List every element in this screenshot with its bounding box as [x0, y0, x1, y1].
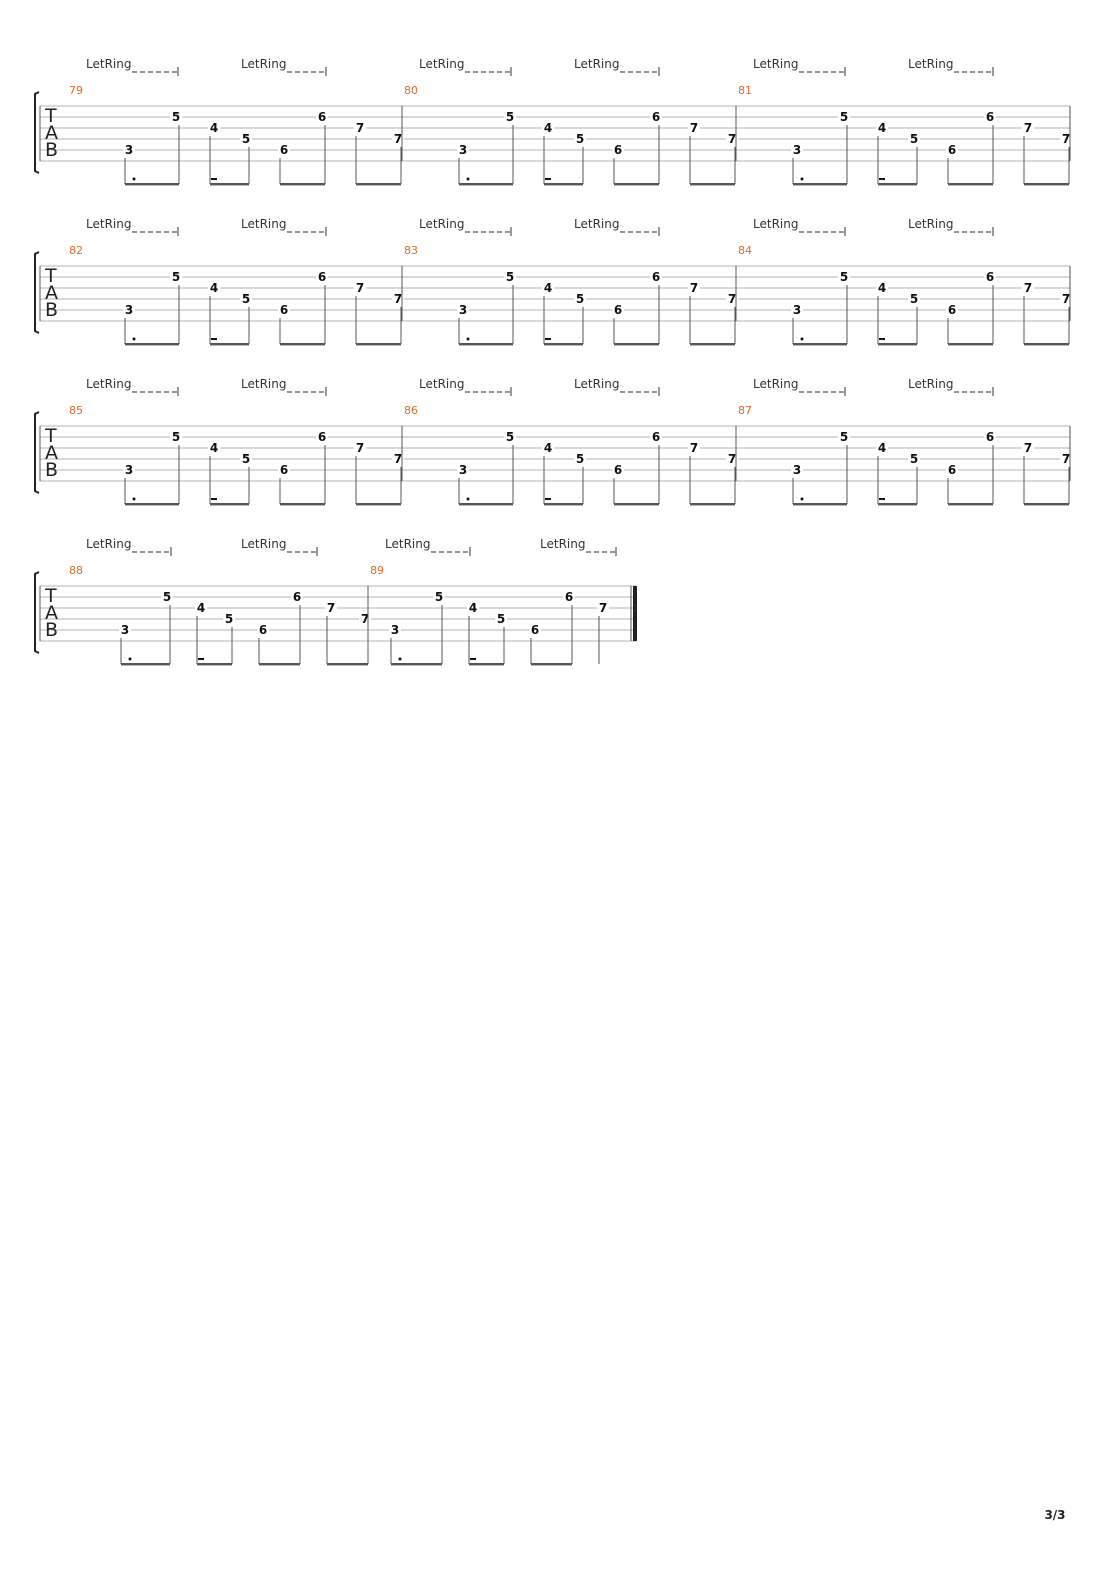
- let-ring-label: LetRing: [241, 537, 287, 551]
- beam: [878, 183, 917, 185]
- let-ring-label: LetRing: [86, 57, 132, 71]
- let-ring-label: LetRing: [385, 537, 431, 551]
- beam: [1024, 503, 1069, 505]
- system-bracket: [35, 572, 39, 653]
- beam: [391, 663, 442, 665]
- fret-number: 6: [317, 430, 327, 444]
- beam: [793, 183, 847, 185]
- tab-clef-letter: A: [45, 602, 58, 624]
- system-bracket: [35, 412, 39, 493]
- fret-number: 5: [505, 430, 515, 444]
- fret-number: 7: [1023, 281, 1033, 295]
- measure-number: 87: [738, 404, 752, 417]
- fret-number: 3: [458, 463, 468, 477]
- fret-number: 5: [434, 590, 444, 604]
- beam: [125, 183, 179, 185]
- rest-mark: [545, 178, 551, 180]
- fret-number: 5: [241, 452, 251, 466]
- fret-number: 5: [575, 292, 585, 306]
- fret-number: 4: [543, 441, 553, 455]
- let-ring-label: LetRing: [574, 57, 620, 71]
- fret-number: 7: [689, 441, 699, 455]
- beam: [544, 343, 583, 345]
- fret-number: 4: [877, 121, 887, 135]
- tab-clef-letter: A: [45, 122, 58, 144]
- let-ring-label: LetRing: [574, 377, 620, 391]
- let-ring-label: LetRing: [86, 537, 132, 551]
- rest-mark: [211, 338, 217, 340]
- beam: [531, 663, 572, 665]
- let-ring-label: LetRing: [241, 377, 287, 391]
- beam: [197, 663, 232, 665]
- fret-number: 3: [458, 143, 468, 157]
- beam: [280, 183, 325, 185]
- fret-number: 6: [613, 303, 623, 317]
- fret-number: 5: [171, 110, 181, 124]
- rest-mark: [211, 498, 217, 500]
- fret-number: 4: [877, 441, 887, 455]
- beam: [690, 183, 735, 185]
- fret-number: 7: [326, 601, 336, 615]
- fret-number: 7: [355, 121, 365, 135]
- fret-number: 6: [947, 463, 957, 477]
- beam: [544, 183, 583, 185]
- beam: [690, 343, 735, 345]
- tab-clef-letter: T: [45, 425, 57, 447]
- beam: [948, 503, 993, 505]
- tab-clef-letter: A: [45, 282, 58, 304]
- fret-number: 7: [1061, 292, 1071, 306]
- fret-number: 7: [355, 281, 365, 295]
- tab-system: [35, 217, 1072, 345]
- fret-number: 5: [241, 292, 251, 306]
- let-ring-label: LetRing: [574, 217, 620, 231]
- measure-number: 89: [370, 564, 384, 577]
- fret-number: 7: [689, 281, 699, 295]
- beam: [210, 343, 249, 345]
- beam: [469, 663, 504, 665]
- beam: [210, 183, 249, 185]
- fret-number: 6: [613, 143, 623, 157]
- fret-number: 4: [543, 121, 553, 135]
- fret-number: 6: [530, 623, 540, 637]
- rest-mark: [211, 178, 217, 180]
- fret-number: 3: [124, 143, 134, 157]
- fret-number: 7: [727, 132, 737, 146]
- measure-number: 81: [738, 84, 752, 97]
- dot-mark: [801, 338, 804, 341]
- beam: [280, 343, 325, 345]
- let-ring-label: LetRing: [753, 377, 799, 391]
- fret-number: 4: [877, 281, 887, 295]
- fret-number: 7: [598, 601, 608, 615]
- dot-mark: [133, 498, 136, 501]
- fret-number: 7: [393, 132, 403, 146]
- measure-number: 86: [404, 404, 418, 417]
- beam: [1024, 343, 1069, 345]
- fret-number: 3: [120, 623, 130, 637]
- rest-mark: [470, 658, 476, 660]
- let-ring-label: LetRing: [908, 377, 954, 391]
- fret-number: 7: [1023, 121, 1033, 135]
- system-bracket: [35, 92, 39, 173]
- beam: [356, 503, 401, 505]
- fret-number: 6: [651, 110, 661, 124]
- fret-number: 3: [124, 303, 134, 317]
- beam: [210, 503, 249, 505]
- measure-number: 85: [69, 404, 83, 417]
- let-ring-label: LetRing: [241, 217, 287, 231]
- fret-number: 6: [258, 623, 268, 637]
- fret-number: 5: [162, 590, 172, 604]
- fret-number: 3: [124, 463, 134, 477]
- fret-number: 5: [505, 110, 515, 124]
- beam: [280, 503, 325, 505]
- fret-number: 5: [909, 132, 919, 146]
- beam: [793, 343, 847, 345]
- beam: [878, 343, 917, 345]
- dot-mark: [399, 658, 402, 661]
- tab-clef-letter: B: [45, 619, 59, 641]
- fret-number: 3: [792, 303, 802, 317]
- beam: [690, 503, 735, 505]
- fret-number: 5: [505, 270, 515, 284]
- page-number: 3/3: [1044, 1508, 1066, 1522]
- fret-number: 6: [985, 430, 995, 444]
- beam: [793, 503, 847, 505]
- dot-mark: [801, 178, 804, 181]
- fret-number: 6: [985, 110, 995, 124]
- beam: [614, 343, 659, 345]
- fret-number: 4: [468, 601, 478, 615]
- measure-number: 82: [69, 244, 83, 257]
- measure-number: 88: [69, 564, 83, 577]
- fret-number: 6: [985, 270, 995, 284]
- beam: [614, 183, 659, 185]
- rest-mark: [879, 498, 885, 500]
- fret-number: 6: [947, 143, 957, 157]
- fret-number: 5: [575, 452, 585, 466]
- dot-mark: [801, 498, 804, 501]
- let-ring-label: LetRing: [908, 57, 954, 71]
- beam: [544, 503, 583, 505]
- beam: [948, 183, 993, 185]
- beam: [459, 183, 513, 185]
- fret-number: 5: [171, 430, 181, 444]
- let-ring-label: LetRing: [753, 217, 799, 231]
- final-barline-thick: [633, 586, 637, 641]
- let-ring-label: LetRing: [419, 377, 465, 391]
- fret-number: 6: [651, 430, 661, 444]
- fret-number: 7: [393, 292, 403, 306]
- let-ring-label: LetRing: [540, 537, 586, 551]
- beam: [125, 503, 179, 505]
- measure-number: 80: [404, 84, 418, 97]
- let-ring-label: LetRing: [241, 57, 287, 71]
- let-ring-label: LetRing: [419, 57, 465, 71]
- rest-mark: [545, 498, 551, 500]
- dot-mark: [133, 338, 136, 341]
- rest-mark: [879, 178, 885, 180]
- fret-number: 7: [1023, 441, 1033, 455]
- fret-number: 4: [196, 601, 206, 615]
- fret-number: 7: [727, 452, 737, 466]
- fret-number: 5: [839, 270, 849, 284]
- fret-number: 5: [171, 270, 181, 284]
- fret-number: 3: [792, 143, 802, 157]
- beam: [459, 503, 513, 505]
- fret-number: 7: [1061, 452, 1071, 466]
- fret-number: 6: [279, 463, 289, 477]
- beam: [459, 343, 513, 345]
- fret-number: 6: [947, 303, 957, 317]
- tab-clef-letter: B: [45, 459, 59, 481]
- beam: [948, 343, 993, 345]
- fret-number: 7: [1061, 132, 1071, 146]
- tab-clef-letter: A: [45, 442, 58, 464]
- fret-number: 6: [651, 270, 661, 284]
- tab-clef-letter: T: [45, 105, 57, 127]
- fret-number: 5: [575, 132, 585, 146]
- dot-mark: [467, 498, 470, 501]
- fret-number: 5: [241, 132, 251, 146]
- fret-number: 5: [839, 110, 849, 124]
- beam: [259, 663, 300, 665]
- tab-clef-letter: T: [45, 265, 57, 287]
- measure-number: 83: [404, 244, 418, 257]
- dot-mark: [129, 658, 132, 661]
- let-ring-label: LetRing: [908, 217, 954, 231]
- fret-number: 7: [393, 452, 403, 466]
- fret-number: 3: [792, 463, 802, 477]
- fret-number: 6: [279, 143, 289, 157]
- rest-mark: [545, 338, 551, 340]
- fret-number: 6: [292, 590, 302, 604]
- fret-number: 6: [279, 303, 289, 317]
- let-ring-label: LetRing: [86, 377, 132, 391]
- system-bracket: [35, 252, 39, 333]
- fret-number: 6: [564, 590, 574, 604]
- fret-number: 5: [839, 430, 849, 444]
- fret-number: 5: [909, 452, 919, 466]
- tab-system: [35, 377, 1072, 505]
- beam: [356, 183, 401, 185]
- tab-clef-letter: B: [45, 139, 59, 161]
- rest-mark: [198, 658, 204, 660]
- let-ring-label: LetRing: [419, 217, 465, 231]
- fret-number: 5: [224, 612, 234, 626]
- beam: [614, 503, 659, 505]
- beam: [1024, 183, 1069, 185]
- fret-number: 4: [209, 441, 219, 455]
- let-ring-label: LetRing: [86, 217, 132, 231]
- tab-clef-letter: B: [45, 299, 59, 321]
- fret-number: 7: [689, 121, 699, 135]
- dot-mark: [467, 178, 470, 181]
- fret-number: 4: [543, 281, 553, 295]
- tab-clef-letter: T: [45, 585, 57, 607]
- fret-number: 3: [390, 623, 400, 637]
- fret-number: 7: [727, 292, 737, 306]
- rest-mark: [879, 338, 885, 340]
- beam: [878, 503, 917, 505]
- tab-system: [35, 57, 1072, 185]
- fret-number: 6: [317, 270, 327, 284]
- tab-system: [35, 537, 637, 665]
- beam: [121, 663, 170, 665]
- beam: [125, 343, 179, 345]
- fret-number: 7: [360, 612, 370, 626]
- fret-number: 3: [458, 303, 468, 317]
- fret-number: 7: [355, 441, 365, 455]
- dot-mark: [133, 178, 136, 181]
- dot-mark: [467, 338, 470, 341]
- fret-number: 4: [209, 121, 219, 135]
- let-ring-label: LetRing: [753, 57, 799, 71]
- beam: [356, 343, 401, 345]
- fret-number: 4: [209, 281, 219, 295]
- beam: [327, 663, 368, 665]
- fret-number: 5: [496, 612, 506, 626]
- fret-number: 5: [909, 292, 919, 306]
- measure-number: 79: [69, 84, 83, 97]
- fret-number: 6: [613, 463, 623, 477]
- measure-number: 84: [738, 244, 752, 257]
- fret-number: 6: [317, 110, 327, 124]
